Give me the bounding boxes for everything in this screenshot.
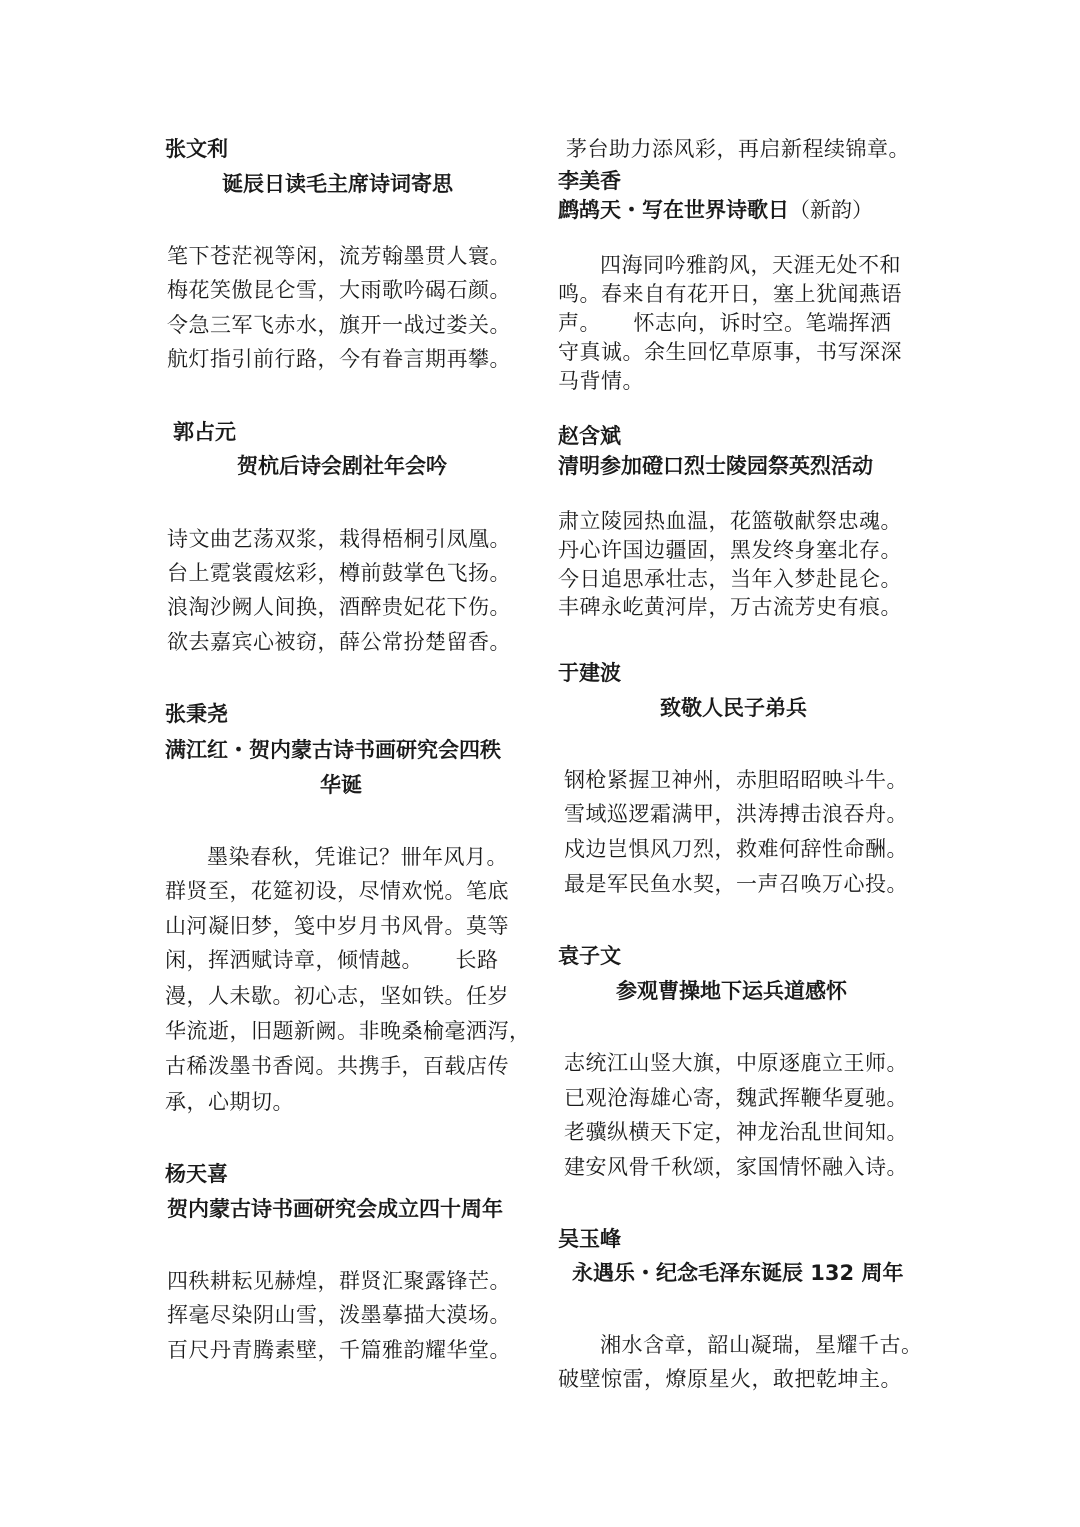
poem-line: 钢枪紧握卫神州，赤胆昭昭映斗牛。 xyxy=(564,768,908,792)
poem-title: 清明参加磴口烈士陵园祭英烈活动 xyxy=(558,454,873,478)
poem-line: 守真诚。余生回忆草原事，书写深深 xyxy=(558,340,902,364)
poem-line: 今日追思承壮志，当年入梦赴昆仑。 xyxy=(558,567,902,591)
poem-line: 漫，人未歇。初心志，坚如铁。任岁 xyxy=(165,984,509,1008)
poem-line: 已观沧海雄心寄，魏武挥鞭华夏驰。 xyxy=(564,1086,908,1110)
poem-line: 马背情。 xyxy=(558,369,644,393)
poem-line: 承，心期切。 xyxy=(165,1090,294,1114)
poem-line: 墨染春秋，凭谁记？卌年风月。 xyxy=(207,845,508,869)
poem-line: 笔下苍茫视等闲，流芳翰墨贯人寰。 xyxy=(167,244,511,268)
poem-line: 山河凝旧梦，笺中岁月书风骨。莫等 xyxy=(165,914,509,938)
poem-title: 永遇乐・纪念毛泽东诞辰 132 周年 xyxy=(572,1261,904,1285)
poem-title-text: 鹧鸪天・写在世界诗歌日 xyxy=(558,198,789,222)
poem-line: 最是军民鱼水契，一声召唤万心投。 xyxy=(564,872,908,896)
poem-author: 吴玉峰 xyxy=(558,1227,621,1251)
poem-line: 闲，挥洒赋诗章，倾情越。 长路 xyxy=(165,948,499,972)
poem-title: 致敬人民子弟兵 xyxy=(660,696,807,720)
poem-title-cont: 华诞 xyxy=(320,773,362,797)
poem-line: 雪域巡逻霜满甲，洪涛搏击浪吞舟。 xyxy=(564,802,908,826)
poem-line: 浪淘沙阙人间换，酒醉贵妃花下伤。 xyxy=(167,595,511,619)
poem-title: 满江红・贺内蒙古诗书画研究会四秩 xyxy=(165,738,501,762)
poem-title xyxy=(558,193,873,227)
poem-line: 建安风骨千秋颂，家国情怀融入诗。 xyxy=(564,1155,908,1179)
poem-line: 湘水含章，韶山凝瑞，星耀千古。 xyxy=(600,1333,923,1357)
poem-title: 贺杭后诗会剧社年会吟 xyxy=(237,454,447,478)
poem-line: 台上霓裳霞炫彩，樽前鼓掌色飞扬。 xyxy=(167,561,511,585)
poem-line: 戍边岂惧风刀烈，救难何辞性命酬。 xyxy=(564,837,908,861)
poem-author: 郭占元 xyxy=(173,420,236,444)
poem-author: 赵含斌 xyxy=(558,424,621,448)
poem-line: 百尺丹青腾素壁，千篇雅韵耀华堂。 xyxy=(167,1338,511,1362)
poem-title: 参观曹操地下运兵道感怀 xyxy=(616,979,847,1003)
poem-line: 挥毫尽染阴山雪，泼墨摹描大漠场。 xyxy=(167,1303,511,1327)
poem-line-continued: 茅台助力添风彩，再启新程续锦章。 xyxy=(566,137,910,161)
poem-author: 杨天喜 xyxy=(165,1162,228,1186)
poem-line: 鸣。春来自有花开日，塞上犹闻燕语 xyxy=(558,282,902,306)
poem-line: 志统江山竖大旗，中原逐鹿立王师。 xyxy=(564,1051,908,1075)
poem-line: 丰碑永屹黄河岸，万古流芳史有痕。 xyxy=(558,595,902,619)
poem-line: 华流逝，旧题新阙。非晚桑榆毫洒泻， xyxy=(165,1019,531,1043)
poem-line: 声。 怀志向，诉时空。笔端挥洒 xyxy=(558,311,892,335)
poem-title: 诞辰日读毛主席诗词寄思 xyxy=(222,172,453,196)
poem-line: 古稀泼墨书香阅。共携手，百载店传 xyxy=(165,1054,509,1078)
poem-line: 令急三军飞赤水，旗开一战过娄关。 xyxy=(167,313,511,337)
poem-line: 破壁惊雷，燎原星火，敢把乾坤主。 xyxy=(558,1367,902,1391)
poem-line: 梅花笑傲昆仑雪，大雨歌吟碣石颜。 xyxy=(167,278,511,302)
poem-title-note: （新韵） xyxy=(789,198,873,222)
poem-line: 老骥纵横天下定，神龙治乱世间知。 xyxy=(564,1120,908,1144)
poem-line: 丹心许国边疆固，黑发终身塞北存。 xyxy=(558,538,902,562)
poem-line: 诗文曲艺荡双浆，栽得梧桐引凤凰。 xyxy=(167,527,511,551)
poem-line: 四秩耕耘见赫煌，群贤汇聚露锋芒。 xyxy=(167,1269,511,1293)
poem-author: 袁子文 xyxy=(558,944,621,968)
poem-author: 李美香 xyxy=(558,169,621,193)
poem-author: 张文利 xyxy=(165,137,228,161)
poem-author: 于建波 xyxy=(558,661,621,685)
poem-line: 欲去嘉宾心被窃，薛公常扮楚留香。 xyxy=(167,630,511,654)
poem-line: 航灯指引前行路，今有眷言期再攀。 xyxy=(167,347,511,371)
poem-line: 肃立陵园热血温，花篮敬献祭忠魂。 xyxy=(558,509,902,533)
poem-title: 贺内蒙古诗书画研究会成立四十周年 xyxy=(167,1197,503,1221)
poem-line: 四海同吟雅韵风，天涯无处不和 xyxy=(600,253,901,277)
poem-line: 群贤至，花筵初设，尽情欢悦。笔底 xyxy=(165,879,509,903)
poem-author: 张秉尧 xyxy=(165,702,228,726)
